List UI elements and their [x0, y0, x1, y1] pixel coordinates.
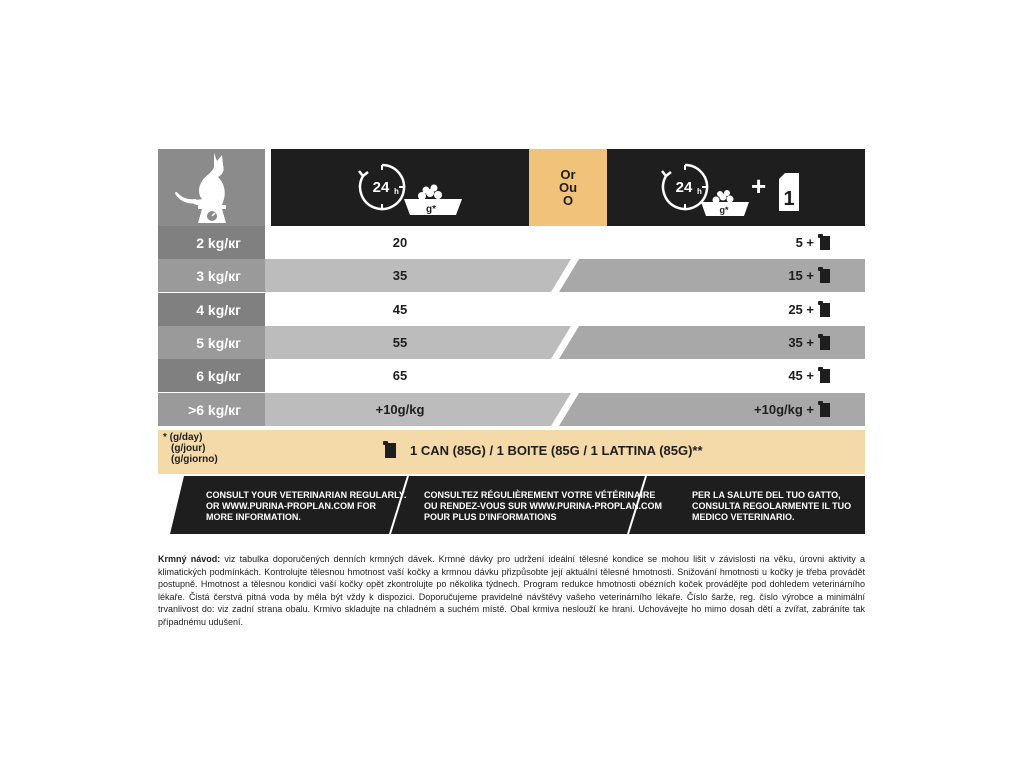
can-icon — [820, 303, 830, 317]
or-label-fr: Ou — [558, 180, 578, 195]
consult-banner — [158, 476, 865, 534]
weight-cell: 6 kg/кг — [158, 359, 265, 392]
clock-h-text: h — [394, 187, 399, 196]
cat-on-scale-icon — [158, 149, 265, 226]
bowl-gram-text: g* — [426, 204, 436, 215]
mixed-amount — [600, 326, 830, 359]
clock-24-text: 24 — [675, 179, 693, 196]
legend-g-jour: (g/jour) — [171, 443, 206, 454]
header-mixed — [607, 149, 865, 226]
dry-amount: 20 — [392, 235, 408, 250]
mixed-amount-text: 25 + — [788, 302, 814, 317]
dry-amount: 35 — [392, 268, 408, 283]
plus-sign: + — [751, 171, 767, 201]
or-label-cell — [529, 149, 607, 226]
food-bowl-icon — [698, 189, 752, 217]
legend-g-giorno: (g/giorno) — [171, 454, 218, 465]
mixed-amount-text: 5 + — [795, 235, 814, 250]
can-legend — [385, 438, 703, 462]
dry-amount: 45 — [392, 302, 408, 317]
mixed-amount — [600, 226, 830, 259]
dry-amount: 55 — [392, 335, 408, 350]
czech-feeding-guide — [158, 553, 865, 628]
mixed-amount — [600, 359, 830, 392]
can-icon — [820, 369, 830, 383]
or-label-en: Or — [560, 167, 576, 182]
mixed-amount-text: 15 + — [788, 268, 814, 283]
can-count-text: 1 — [783, 188, 795, 210]
header-dry-only — [271, 149, 529, 226]
mixed-amount-text: 35 + — [788, 335, 814, 350]
weight-cell: >6 kg/кг — [158, 393, 265, 426]
weight-cell: 4 kg/кг — [158, 293, 265, 326]
clock-h-text: h — [697, 187, 702, 196]
weight-cell: 3 kg/кг — [158, 259, 265, 292]
legend-g-day: * (g/day) — [163, 432, 203, 443]
can-icon — [820, 336, 830, 350]
clock-24-text: 24 — [372, 179, 390, 196]
can-icon — [775, 171, 801, 213]
czech-body: viz tabulka doporučených denních krmných dávek. Krmné dávky pro udržení ideální tělesné kondice se mohou lišit v závislosti na věku, úrovni aktivity a klimatických podmínkách. Kontrolujte tělesnou hmotnost vaší kočky a krmnou dávku přizpůsobte její aktuální tělesné hmotnosti. Snižování hmotnosti u kočky je třeba provádět postupně. Hmotnost a tělesnou kondici vaší kočky opět zkontrolujte po několika týdnech. Program redukce hmotnosti obézních koček provádějte pod dohledem veterinárního lékaře. Čistá čerstvá pitná voda by měla být vždy k dispozici. Doporučujeme pravidelné návštěvy vašeho veterinárního lékaře. Číslo šarže, reg. číslo výrobce a minimální trvanlivost do: viz zadní strana obalu. Krmivo skladujte na chladném a suchém místě. Obal krmiva neslouží ke hraní. Uchovávejte ho mimo dosah dětí a zvířat, zabráníte tak případnému udušení. — [158, 554, 865, 627]
gram-legend — [163, 432, 218, 465]
consult-en: CONSULT YOUR VETERINARIAN REGULARLY. OR WWW.PURINA-PROPLAN.COM FOR MORE INFORMATION. — [206, 490, 407, 522]
food-bowl-icon — [400, 183, 466, 217]
can-icon — [820, 236, 830, 250]
dry-amount: +10g/kg — [375, 402, 425, 417]
consult-it: PER LA SALUTE DEL TUO GATTO, CONSULTA REGOLARMENTE IL TUO MEDICO VETERINARIO. — [692, 490, 852, 522]
can-icon — [385, 443, 396, 458]
mixed-amount — [600, 293, 830, 326]
weight-cell: 2 kg/кг — [158, 226, 265, 259]
mixed-amount-text: +10g/kg + — [754, 402, 814, 417]
mixed-amount — [600, 393, 830, 426]
consult-fr: CONSULTEZ RÉGULIÈREMENT VOTRE VÉTÉRINAIRE OU RENDEZ-VOUS SUR WWW.PURINA-PROPLAN.COM POUR PLUS D'INFORMATIONS — [424, 490, 662, 522]
can-icon — [820, 403, 830, 417]
or-label-it: O — [562, 193, 574, 208]
mixed-amount — [600, 259, 830, 292]
cat-scale-header-cell — [158, 149, 265, 226]
bowl-gram-text: g* — [719, 205, 729, 215]
dry-amount: 65 — [392, 368, 408, 383]
czech-heading: Krmný návod: — [158, 554, 221, 564]
can-icon — [820, 269, 830, 283]
can-legend-text: 1 CAN (85G) / 1 BOITE (85G / 1 LATTINA (85G)** — [410, 442, 703, 458]
weight-cell: 5 kg/кг — [158, 326, 265, 359]
mixed-amount-text: 45 + — [788, 368, 814, 383]
